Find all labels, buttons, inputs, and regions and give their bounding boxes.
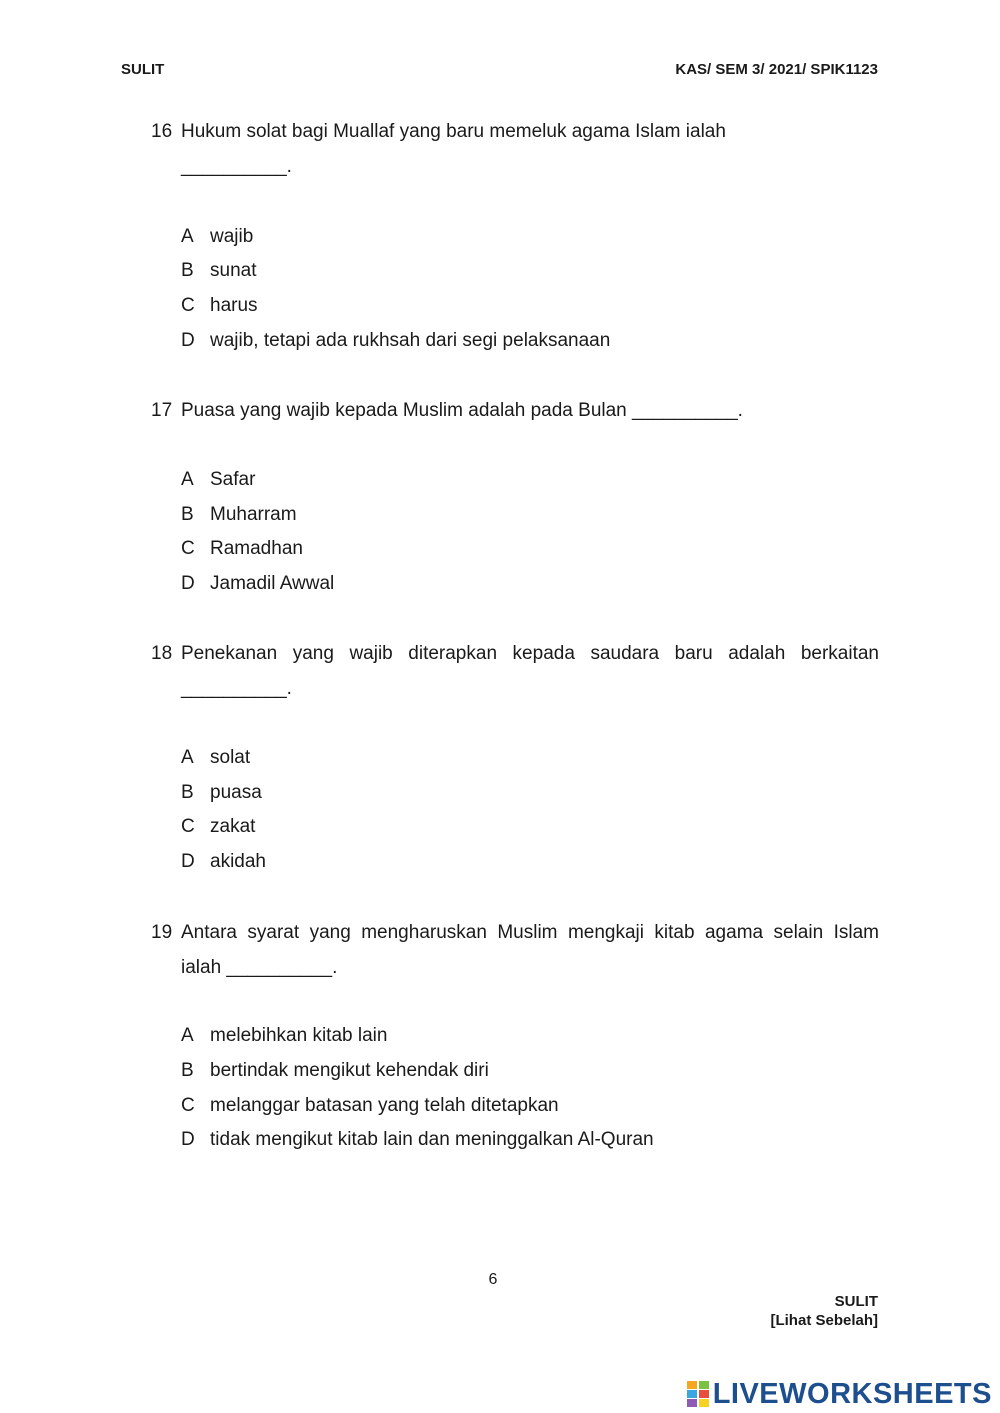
option-text: Muharram [210,504,297,525]
option-letter: D [181,1129,195,1150]
option-text: wajib [210,226,254,247]
question-text-line2: __________. [181,678,292,699]
option-letter: C [181,538,195,559]
question-text-line1: Antara syarat yang mengharuskan Muslim mengkaji kitab agama selain Islam [181,922,879,943]
question-number: 18 [151,643,173,664]
option-text: akidah [210,851,266,872]
option-letter: D [181,330,195,351]
option-letter: B [181,260,194,281]
option-text: tidak mengikut kitab lain dan meninggalkan Al-Quran [210,1129,654,1150]
header-left: SULIT [121,61,165,78]
option-text: puasa [210,782,262,803]
question-text-line1: Hukum solat bagi Muallaf yang baru memeluk agama Islam ialah [181,121,726,142]
option-text: harus [210,295,258,316]
page-number: 6 [488,1271,498,1288]
question-17 [151,393,879,428]
option-letter: A [181,469,194,490]
option-letter: D [181,573,195,594]
question-text-line2: ialah __________. [181,957,338,978]
liveworksheets-logo-icon [687,1381,709,1407]
question-text-line1: Puasa yang wajib kepada Muslim adalah pada Bulan __________. [181,400,743,421]
option-text: wajib, tetapi ada rukhsah dari segi pelaksanaan [210,330,611,351]
footer-lihat-sebelah: [Lihat Sebelah] [770,1312,878,1329]
question-number: 17 [151,400,173,421]
option-letter: C [181,295,195,316]
option-text: zakat [210,816,256,837]
question-number: 16 [151,121,173,142]
question-text-line1: Penekanan yang wajib diterapkan kepada saudara baru adalah berkaitan [181,643,879,664]
option-text: Safar [210,469,256,490]
option-text: bertindak mengikut kehendak diri [210,1060,489,1081]
option-text: melanggar batasan yang telah ditetapkan [210,1095,559,1116]
liveworksheets-watermark[interactable] [687,1378,992,1410]
option-text: melebihkan kitab lain [210,1025,388,1046]
option-letter: C [181,816,195,837]
option-text: Jamadil Awwal [210,573,335,594]
option-letter: B [181,782,194,803]
question-19 [151,915,879,985]
option-text: sunat [210,260,257,281]
question-18 [151,636,879,706]
option-text: Ramadhan [210,538,303,559]
liveworksheets-text: LIVEWORKSHEETS [712,1377,992,1410]
option-letter: A [181,1025,194,1046]
question-number: 19 [151,922,173,943]
option-letter: A [181,747,194,768]
footer-sulit: SULIT [834,1293,878,1310]
option-letter: C [181,1095,195,1116]
option-letter: B [181,1060,194,1081]
option-letter: D [181,851,195,872]
option-letter: A [181,226,194,247]
header-right: KAS/ SEM 3/ 2021/ SPIK1123 [675,61,878,78]
option-text: solat [210,747,251,768]
question-16 [151,114,879,184]
question-text-line2: __________. [181,156,292,177]
option-letter: B [181,504,194,525]
